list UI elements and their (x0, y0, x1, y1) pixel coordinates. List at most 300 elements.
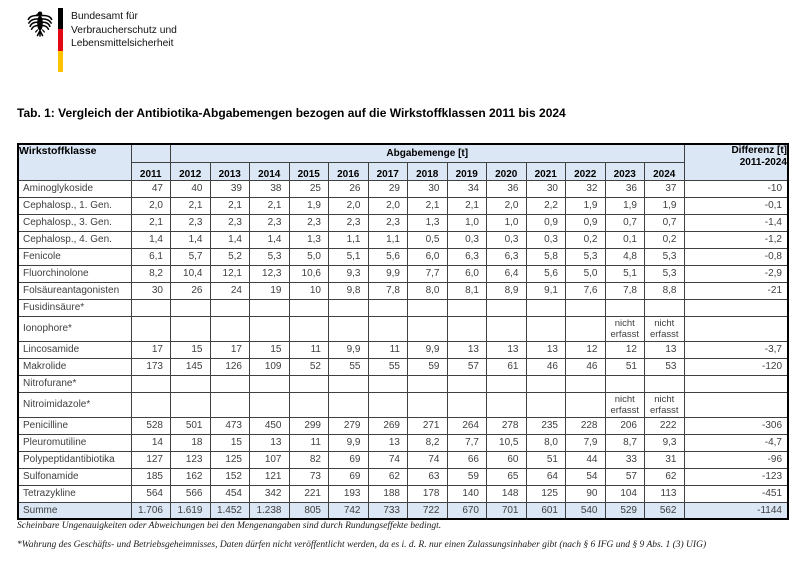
value-cell: 74 (408, 451, 448, 468)
value-cell (131, 392, 171, 417)
agency-name-line-2: Verbraucherschutz und (71, 24, 177, 36)
value-cell: 62 (645, 468, 685, 485)
value-cell: 8,0 (526, 434, 566, 451)
value-cell: 113 (645, 485, 685, 502)
value-cell: 264 (447, 417, 487, 434)
value-cell: 104 (605, 485, 645, 502)
value-cell: 65 (487, 468, 527, 485)
value-cell: 51 (526, 451, 566, 468)
flag-stripe-black (58, 8, 63, 29)
column-header-differenz (684, 144, 788, 180)
footnote-confidentiality: *Wahrung des Geschäfts- und Betriebsgeheimnisses, Daten dürfen nicht veröffentlicht werden, da es i. d. R. nur einen Zulassungsinhaber gibt (nach § 6 IFG und § 9 Abs. 1 (3) UIG) (17, 540, 707, 550)
year-header-2012: 2012 (171, 162, 211, 180)
row-label: Cephalosp., 4. Gen. (18, 231, 131, 248)
agency-logo (26, 8, 177, 72)
value-cell (210, 392, 250, 417)
value-cell (131, 316, 171, 341)
value-cell: 2,3 (329, 214, 369, 231)
value-cell: 148 (487, 485, 527, 502)
difference-cell: -306 (684, 417, 788, 434)
value-cell: 5,6 (526, 265, 566, 282)
value-cell: 64 (526, 468, 566, 485)
value-cell (566, 316, 606, 341)
value-cell: 37 (645, 180, 685, 197)
value-cell: 13 (447, 341, 487, 358)
difference-cell: -120 (684, 358, 788, 375)
value-cell: 0,7 (605, 214, 645, 231)
value-cell (289, 299, 329, 316)
antibiotics-dispensing-table (17, 143, 789, 520)
value-cell: 145 (171, 358, 211, 375)
value-cell: 17 (131, 341, 171, 358)
value-cell: 173 (131, 358, 171, 375)
value-cell: 501 (171, 417, 211, 434)
value-cell: 126 (210, 358, 250, 375)
table-row (18, 485, 788, 502)
not-recorded-cell: nicht erfasst (645, 392, 685, 417)
value-cell: 2,3 (368, 214, 408, 231)
value-cell: 40 (171, 180, 211, 197)
table-row (18, 468, 788, 485)
value-cell: 601 (526, 502, 566, 519)
value-cell (487, 299, 527, 316)
table-row (18, 248, 788, 265)
value-cell: 11 (289, 341, 329, 358)
value-cell: 25 (289, 180, 329, 197)
value-cell (368, 375, 408, 392)
value-cell (329, 316, 369, 341)
difference-cell: -0,8 (684, 248, 788, 265)
value-cell: 36 (605, 180, 645, 197)
value-cell (605, 375, 645, 392)
differenz-header-line-2: 2011-2024 (739, 157, 787, 168)
value-cell (368, 316, 408, 341)
sum-row (18, 502, 788, 519)
difference-cell: -10 (684, 180, 788, 197)
table-row (18, 316, 788, 341)
value-cell: 2,3 (171, 214, 211, 231)
value-cell: 46 (526, 358, 566, 375)
value-cell: 5,8 (526, 248, 566, 265)
value-cell (408, 375, 448, 392)
value-cell: 670 (447, 502, 487, 519)
value-cell: 0,3 (526, 231, 566, 248)
year-header-2015: 2015 (289, 162, 329, 180)
value-cell: 152 (210, 468, 250, 485)
value-cell: 7,6 (566, 282, 606, 299)
value-cell: 2,3 (250, 214, 290, 231)
not-recorded-cell: nicht erfasst (645, 316, 685, 341)
value-cell: 125 (526, 485, 566, 502)
value-cell: 450 (250, 417, 290, 434)
footnote-rounding: Scheinbare Ungenauigkeiten oder Abweichungen bei den Mengenangaben sind durch Rundungseffekte bedingt. (17, 521, 442, 531)
value-cell: 1,4 (171, 231, 211, 248)
value-cell: 33 (605, 451, 645, 468)
table-title: Tab. 1: Vergleich der Antibiotika-Abgabemengen bezogen auf die Wirkstoffklassen 2011 bis 2024 (17, 106, 566, 120)
value-cell: 2,3 (289, 214, 329, 231)
value-cell: 8,0 (408, 282, 448, 299)
table-row (18, 375, 788, 392)
value-cell: 5,3 (645, 265, 685, 282)
value-cell: 529 (605, 502, 645, 519)
value-cell: 701 (487, 502, 527, 519)
value-cell (487, 316, 527, 341)
value-cell: 10,6 (289, 265, 329, 282)
value-cell: 18 (171, 434, 211, 451)
value-cell: 733 (368, 502, 408, 519)
table-row (18, 358, 788, 375)
value-cell: 342 (250, 485, 290, 502)
value-cell: 9,3 (329, 265, 369, 282)
value-cell: 1.452 (210, 502, 250, 519)
value-cell (487, 375, 527, 392)
value-cell: 528 (131, 417, 171, 434)
value-cell: 82 (289, 451, 329, 468)
value-cell (250, 375, 290, 392)
year-header-2013: 2013 (210, 162, 250, 180)
value-cell: 5,7 (171, 248, 211, 265)
row-label: Nitroimidazole* (18, 392, 131, 417)
year-header-2014: 2014 (250, 162, 290, 180)
value-cell: 5,3 (645, 248, 685, 265)
value-cell: 12 (566, 341, 606, 358)
value-cell: 46 (566, 358, 606, 375)
value-cell: 17 (210, 341, 250, 358)
value-cell: 53 (645, 358, 685, 375)
value-cell: 562 (645, 502, 685, 519)
value-cell (250, 392, 290, 417)
difference-cell: -4,7 (684, 434, 788, 451)
value-cell: 74 (368, 451, 408, 468)
value-cell: 1,4 (131, 231, 171, 248)
table-row (18, 299, 788, 316)
value-cell: 0,2 (645, 231, 685, 248)
value-cell: 13 (487, 341, 527, 358)
year-header-2024: 2024 (645, 162, 685, 180)
value-cell: 162 (171, 468, 211, 485)
value-cell: 55 (329, 358, 369, 375)
value-cell: 1,9 (566, 197, 606, 214)
column-header-wirkstoffklasse: Wirkstoffklasse (18, 144, 131, 180)
value-cell: 90 (566, 485, 606, 502)
agency-name-line-3: Lebensmittelsicherheit (71, 38, 174, 49)
difference-cell: -451 (684, 485, 788, 502)
footnotes (17, 520, 787, 558)
value-cell: 7,9 (566, 434, 606, 451)
value-cell: 11 (289, 434, 329, 451)
empty-header-cell (131, 144, 171, 162)
value-cell: 7,8 (605, 282, 645, 299)
table-row (18, 417, 788, 434)
not-recorded-cell: nicht erfasst (605, 392, 645, 417)
row-label: Tetrazykline (18, 485, 131, 502)
difference-cell: -2,9 (684, 265, 788, 282)
difference-cell (684, 299, 788, 316)
value-cell: 2,1 (131, 214, 171, 231)
header-row-years (18, 162, 788, 180)
table-row (18, 265, 788, 282)
value-cell: 66 (447, 451, 487, 468)
value-cell: 1.238 (250, 502, 290, 519)
table-row (18, 451, 788, 468)
value-cell: 5,3 (566, 248, 606, 265)
value-cell: 26 (329, 180, 369, 197)
value-cell: 221 (289, 485, 329, 502)
value-cell: 34 (447, 180, 487, 197)
value-cell: 0,3 (447, 231, 487, 248)
year-header-2023: 2023 (605, 162, 645, 180)
value-cell (447, 375, 487, 392)
value-cell: 0,7 (645, 214, 685, 231)
value-cell (329, 392, 369, 417)
value-cell (447, 316, 487, 341)
value-cell: 7,8 (368, 282, 408, 299)
year-header-2018: 2018 (408, 162, 448, 180)
flag-stripe-gold (58, 51, 63, 72)
value-cell: 9,9 (329, 341, 369, 358)
value-cell: 1,4 (250, 231, 290, 248)
row-label: Folsäureantagonisten (18, 282, 131, 299)
difference-cell: -3,7 (684, 341, 788, 358)
value-cell: 0,9 (566, 214, 606, 231)
not-recorded-cell: nicht erfasst (605, 316, 645, 341)
row-label: Nitrofurane* (18, 375, 131, 392)
value-cell (210, 299, 250, 316)
value-cell (447, 392, 487, 417)
value-cell: 31 (645, 451, 685, 468)
value-cell: 5,1 (605, 265, 645, 282)
value-cell (171, 316, 211, 341)
table-row (18, 214, 788, 231)
value-cell: 222 (645, 417, 685, 434)
value-cell: 13 (645, 341, 685, 358)
value-cell (131, 299, 171, 316)
value-cell: 30 (131, 282, 171, 299)
difference-cell (684, 375, 788, 392)
value-cell: 9,8 (329, 282, 369, 299)
value-cell: 121 (250, 468, 290, 485)
value-cell: 188 (368, 485, 408, 502)
value-cell: 271 (408, 417, 448, 434)
row-label: Penicilline (18, 417, 131, 434)
value-cell: 5,6 (368, 248, 408, 265)
value-cell (368, 299, 408, 316)
value-cell: 39 (210, 180, 250, 197)
value-cell: 5,3 (250, 248, 290, 265)
value-cell (566, 392, 606, 417)
value-cell: 15 (210, 434, 250, 451)
value-cell (329, 375, 369, 392)
difference-cell: -96 (684, 451, 788, 468)
value-cell: 12 (605, 341, 645, 358)
value-cell: 1,0 (447, 214, 487, 231)
value-cell (526, 299, 566, 316)
value-cell: 13 (368, 434, 408, 451)
value-cell: 52 (289, 358, 329, 375)
value-cell: 24 (210, 282, 250, 299)
value-cell: 10,4 (171, 265, 211, 282)
row-label: Cephalosp., 3. Gen. (18, 214, 131, 231)
value-cell (645, 375, 685, 392)
value-cell: 73 (289, 468, 329, 485)
difference-cell: -123 (684, 468, 788, 485)
value-cell: 269 (368, 417, 408, 434)
value-cell: 38 (250, 180, 290, 197)
table-row (18, 197, 788, 214)
differenz-header-line-1: Differenz [t] (731, 145, 787, 156)
value-cell: 1.706 (131, 502, 171, 519)
value-cell: 69 (329, 451, 369, 468)
value-cell: 60 (487, 451, 527, 468)
value-cell: 55 (368, 358, 408, 375)
value-cell: 4,8 (605, 248, 645, 265)
row-label: Makrolide (18, 358, 131, 375)
value-cell: 6,0 (447, 265, 487, 282)
value-cell (210, 316, 250, 341)
value-cell: 9,9 (329, 434, 369, 451)
value-cell: 57 (605, 468, 645, 485)
value-cell (329, 299, 369, 316)
value-cell: 30 (526, 180, 566, 197)
value-cell (408, 316, 448, 341)
year-header-2019: 2019 (447, 162, 487, 180)
value-cell: 51 (605, 358, 645, 375)
value-cell: 279 (329, 417, 369, 434)
value-cell: 722 (408, 502, 448, 519)
value-cell: 11 (368, 341, 408, 358)
value-cell: 30 (408, 180, 448, 197)
federal-eagle-icon (26, 8, 54, 40)
value-cell: 2,0 (131, 197, 171, 214)
value-cell: 10 (289, 282, 329, 299)
value-cell: 193 (329, 485, 369, 502)
value-cell (210, 375, 250, 392)
value-cell: 1,1 (329, 231, 369, 248)
value-cell (605, 299, 645, 316)
value-cell: 32 (566, 180, 606, 197)
value-cell: 564 (131, 485, 171, 502)
value-cell: 454 (210, 485, 250, 502)
value-cell: 473 (210, 417, 250, 434)
value-cell (408, 392, 448, 417)
value-cell (566, 299, 606, 316)
header-row-groups (18, 144, 788, 162)
value-cell: 8,7 (605, 434, 645, 451)
row-label: Lincosamide (18, 341, 131, 358)
value-cell: 235 (526, 417, 566, 434)
value-cell: 127 (131, 451, 171, 468)
value-cell: 15 (171, 341, 211, 358)
value-cell: 59 (447, 468, 487, 485)
value-cell: 1,1 (368, 231, 408, 248)
row-label: Ionophore* (18, 316, 131, 341)
value-cell: 0,2 (566, 231, 606, 248)
year-header-2020: 2020 (487, 162, 527, 180)
year-header-2022: 2022 (566, 162, 606, 180)
row-label: Pleuromutiline (18, 434, 131, 451)
value-cell: 12,1 (210, 265, 250, 282)
row-label: Fenicole (18, 248, 131, 265)
value-cell: 2,1 (408, 197, 448, 214)
value-cell: 7,7 (447, 434, 487, 451)
value-cell: 6,1 (131, 248, 171, 265)
value-cell: 2,0 (368, 197, 408, 214)
table-row (18, 341, 788, 358)
value-cell: 29 (368, 180, 408, 197)
year-header-2016: 2016 (329, 162, 369, 180)
row-label: Polypeptidantibiotika (18, 451, 131, 468)
value-cell: 14 (131, 434, 171, 451)
value-cell: 0,5 (408, 231, 448, 248)
difference-cell (684, 316, 788, 341)
table-row (18, 180, 788, 197)
table-row (18, 282, 788, 299)
value-cell: 2,1 (210, 197, 250, 214)
value-cell (250, 316, 290, 341)
value-cell: 0,3 (487, 231, 527, 248)
value-cell: 44 (566, 451, 606, 468)
row-label: Sulfonamide (18, 468, 131, 485)
value-cell: 185 (131, 468, 171, 485)
value-cell: 2,0 (487, 197, 527, 214)
value-cell (526, 392, 566, 417)
value-cell: 15 (250, 341, 290, 358)
value-cell: 1,4 (210, 231, 250, 248)
value-cell (289, 316, 329, 341)
difference-cell: -0,1 (684, 197, 788, 214)
value-cell: 9,9 (408, 341, 448, 358)
value-cell: 1,3 (408, 214, 448, 231)
value-cell: 2,1 (447, 197, 487, 214)
value-cell: 540 (566, 502, 606, 519)
value-cell: 63 (408, 468, 448, 485)
value-cell: 10,5 (487, 434, 527, 451)
value-cell: 2,3 (210, 214, 250, 231)
row-label: Summe (18, 502, 131, 519)
value-cell: 2,0 (329, 197, 369, 214)
difference-cell: -1,2 (684, 231, 788, 248)
value-cell: 61 (487, 358, 527, 375)
value-cell: 8,2 (408, 434, 448, 451)
year-header-2021: 2021 (526, 162, 566, 180)
value-cell: 805 (289, 502, 329, 519)
value-cell: 13 (526, 341, 566, 358)
value-cell: 6,3 (487, 248, 527, 265)
value-cell (447, 299, 487, 316)
value-cell: 0,9 (526, 214, 566, 231)
value-cell (289, 392, 329, 417)
value-cell: 12,3 (250, 265, 290, 282)
difference-cell: -21 (684, 282, 788, 299)
value-cell: 8,8 (645, 282, 685, 299)
value-cell (487, 392, 527, 417)
value-cell: 278 (487, 417, 527, 434)
value-cell: 742 (329, 502, 369, 519)
value-cell: 228 (566, 417, 606, 434)
difference-cell: -1,4 (684, 214, 788, 231)
value-cell (368, 392, 408, 417)
value-cell: 140 (447, 485, 487, 502)
value-cell (289, 375, 329, 392)
value-cell (526, 375, 566, 392)
value-cell: 1,0 (487, 214, 527, 231)
value-cell (171, 392, 211, 417)
value-cell: 59 (408, 358, 448, 375)
value-cell: 9,1 (526, 282, 566, 299)
value-cell: 2,2 (526, 197, 566, 214)
group-header-abgabemenge: Abgabemenge [t] (171, 144, 685, 162)
value-cell: 566 (171, 485, 211, 502)
